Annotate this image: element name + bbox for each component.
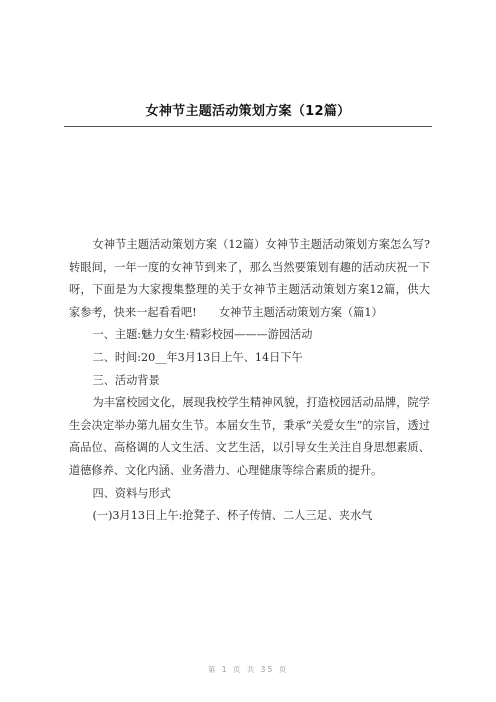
body-paragraph-intro: 女神节主题活动策划方案（12篇）女神节主题活动策划方案怎么写?转眼间，一年一度的女神节到来了，那么当然要策划有趣的活动庆祝一下呀，下面是为大家搜集整理的关于女神节主题活动策划方案12篇，供大家参考，快来一起看看吧! 女神节主题活动策划方案（篇1） — [69, 238, 430, 319]
body-heading-background: 三、活动背景 — [92, 373, 160, 387]
body-paragraph-schedule: (一)3月13日上午:抢凳子、杯子传情、二人三足、夹水气 — [92, 509, 373, 523]
document-body — [69, 234, 430, 528]
document-title: 女神节主题活动策划方案（12篇） — [145, 104, 351, 119]
body-paragraph-background: 为丰富校园文化，展现我校学生精神风貌，打造校园活动品牌，院学生会决定举办第九届女生节。本届女生节，秉承“关爱女生”的宗旨，透过高品位、高格调的人文生活、文艺生活，以引导女生关注自身思想素质、道德修养、文化内涵、业务潜力、心理健康等综合素质的提升。 — [69, 396, 430, 477]
title-divider — [64, 126, 432, 127]
body-heading-content: 四、资料与形式 — [92, 486, 171, 500]
body-paragraph-time: 二、时间:20__年3月13日上午、14日下午 — [92, 350, 303, 364]
body-paragraph-theme: 一、主题:魅力女生·精彩校园———游园活动 — [92, 328, 313, 342]
page-footer: 第 1 页 共 35 页 — [207, 665, 289, 674]
